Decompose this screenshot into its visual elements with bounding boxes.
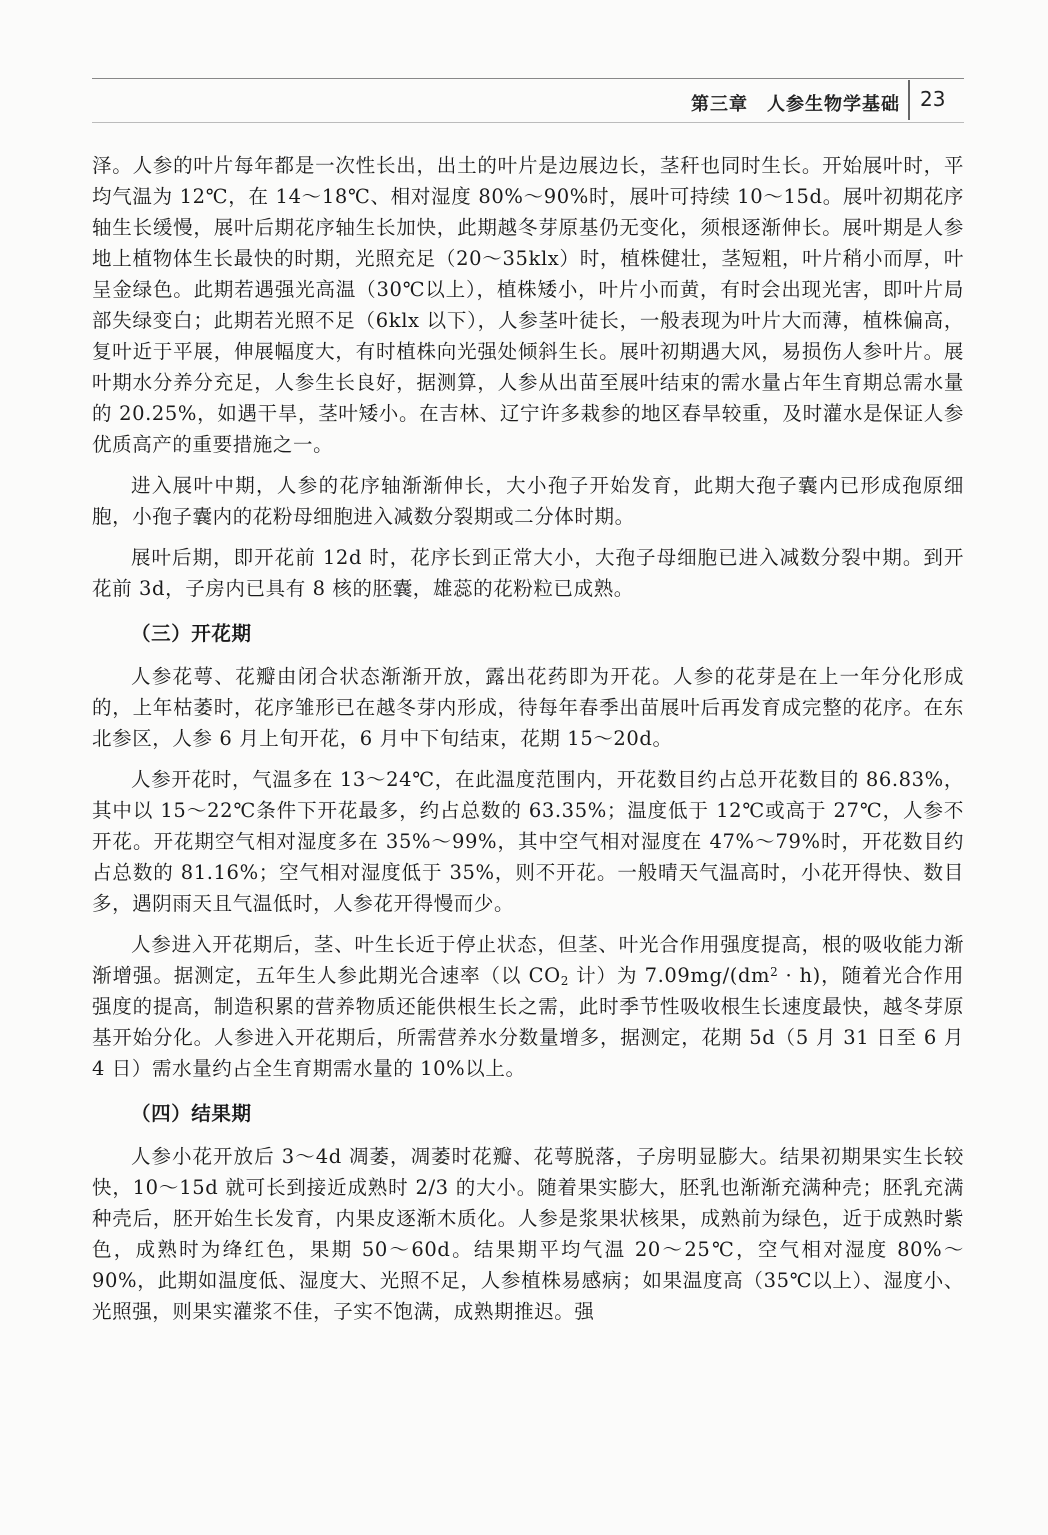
page-number: 23 bbox=[920, 87, 946, 111]
superscript: 2 bbox=[770, 965, 779, 979]
text-run: · h)，随着光合作用强度的提高，制造积累的营养物质还能供根生长之需，此时季节性吸收根生长速度最快，越冬芽原基开始分化。人参进入开花期后，所需营养水分数量增多，据测定，花期 5d（5 月 31 日至 6 月 4 日）需水量约占全生育期需水量的 10%以上。 bbox=[92, 964, 964, 1080]
paragraph: 人参花萼、花瓣由闭合状态渐渐开放，露出花药即为开花。人参的花芽是在上一年分化形成的，上年枯萎时，花序雏形已在越冬芽内形成，待每年春季出苗展叶后再发育成完整的花序。在东北参区，人参 6 月上旬开花，6 月中下旬结束，花期 15～20d。 bbox=[92, 665, 964, 750]
header-bottom-rule bbox=[92, 122, 964, 123]
subscript: 2 bbox=[560, 974, 569, 988]
running-header-title: 第三章 人参生物学基础 bbox=[691, 94, 900, 115]
section-heading-flowering: （三）开花期 bbox=[131, 622, 252, 645]
page-body bbox=[92, 150, 964, 1337]
header-separator bbox=[908, 80, 910, 120]
paragraph: 展叶后期，即开花前 12d 时，花序长到正常大小，大孢子母细胞已进入减数分裂中期。到开花前 3d，子房内已具有 8 核的胚囊，雄蕊的花粉粒已成熟。 bbox=[92, 546, 964, 600]
paragraph: 泽。人参的叶片每年都是一次性长出，出土的叶片是边展边长，茎秆也同时生长。开始展叶时，平均气温为 12℃，在 14～18℃、相对湿度 80%～90%时，展叶可持续 10～15d。展叶初期花序轴生长缓慢，展叶后期花序轴生长加快，此期越冬芽原基仍无变化，须根逐渐伸长。展叶期是人参地上植物体生长最快的时期，光照充足（20～35klx）时，植株健壮，茎短粗，叶片稍小而厚，叶呈金绿色。此期若遇强光高温（30℃以上），植株矮小，叶片小而黄，有时会出现光害，即叶片局部失绿变白；此期若光照不足（6klx 以下），人参茎叶徒长，一般表现为叶片大而薄，植株偏高，复叶近于平展，伸展幅度大，有时植株向光强处倾斜生长。展叶初期遇大风，易损伤人参叶片。展叶期水分养分充足，人参生长良好，据测算，人参从出苗至展叶结束的需水量占年生育期总需水量的 20.25%，如遇干旱，茎叶矮小。在吉林、辽宁许多栽参的地区春旱较重，及时灌水是保证人参优质高产的重要措施之一。 bbox=[92, 154, 964, 456]
text-run: 人参进入开花期后，茎、叶生长近于停止状态，但茎、叶光合作用强度提高，根的吸收能力渐渐增强。据测定，五年生人参此期光合速率（以 CO bbox=[92, 933, 964, 987]
header-top-rule bbox=[92, 78, 964, 79]
section-heading-fruiting: （四）结果期 bbox=[131, 1102, 252, 1125]
paragraph: 进入展叶中期，人参的花序轴渐渐伸长，大小孢子开始发育，此期大孢子囊内已形成孢原细胞，小孢子囊内的花粉母细胞进入减数分裂期或二分体时期。 bbox=[92, 474, 964, 528]
paragraph: 人参小花开放后 3～4d 凋萎，凋萎时花瓣、花萼脱落，子房明显膨大。结果初期果实生长较快，10～15d 就可长到接近成熟时 2/3 的大小。随着果实膨大，胚乳也渐渐充满种壳；胚乳充满种壳后，胚开始生长发育，内果皮逐渐木质化。人参是浆果状核果，成熟前为绿色，近于成熟时紫色，成熟时为绛红色，果期 50～60d。结果期平均气温 20～25℃，空气相对湿度 80%～90%，此期如温度低、湿度大、光照不足，人参植株易感病；如果温度高（35℃以上）、湿度小、光照强，则果实灌浆不佳，子实不饱满，成熟期推迟。强 bbox=[92, 1145, 964, 1323]
paragraph bbox=[92, 929, 964, 1084]
text-run: 计）为 7.09mg/(dm bbox=[568, 964, 771, 987]
paragraph: 人参开花时，气温多在 13～24℃，在此温度范围内，开花数目约占总开花数目的 86.83%，其中以 15～22℃条件下开花最多，约占总数的 63.35%；温度低于 12℃或高于 27℃，人参不开花。开花期空气相对湿度多在 35%～99%，其中空气相对湿度在 47%～79%时，开花数目约占总数的 81.16%；空气相对湿度低于 35%，则不开花。一般晴天气温高时，小花开得快、数目多，遇阴雨天且气温低时，人参花开得慢而少。 bbox=[92, 768, 964, 915]
